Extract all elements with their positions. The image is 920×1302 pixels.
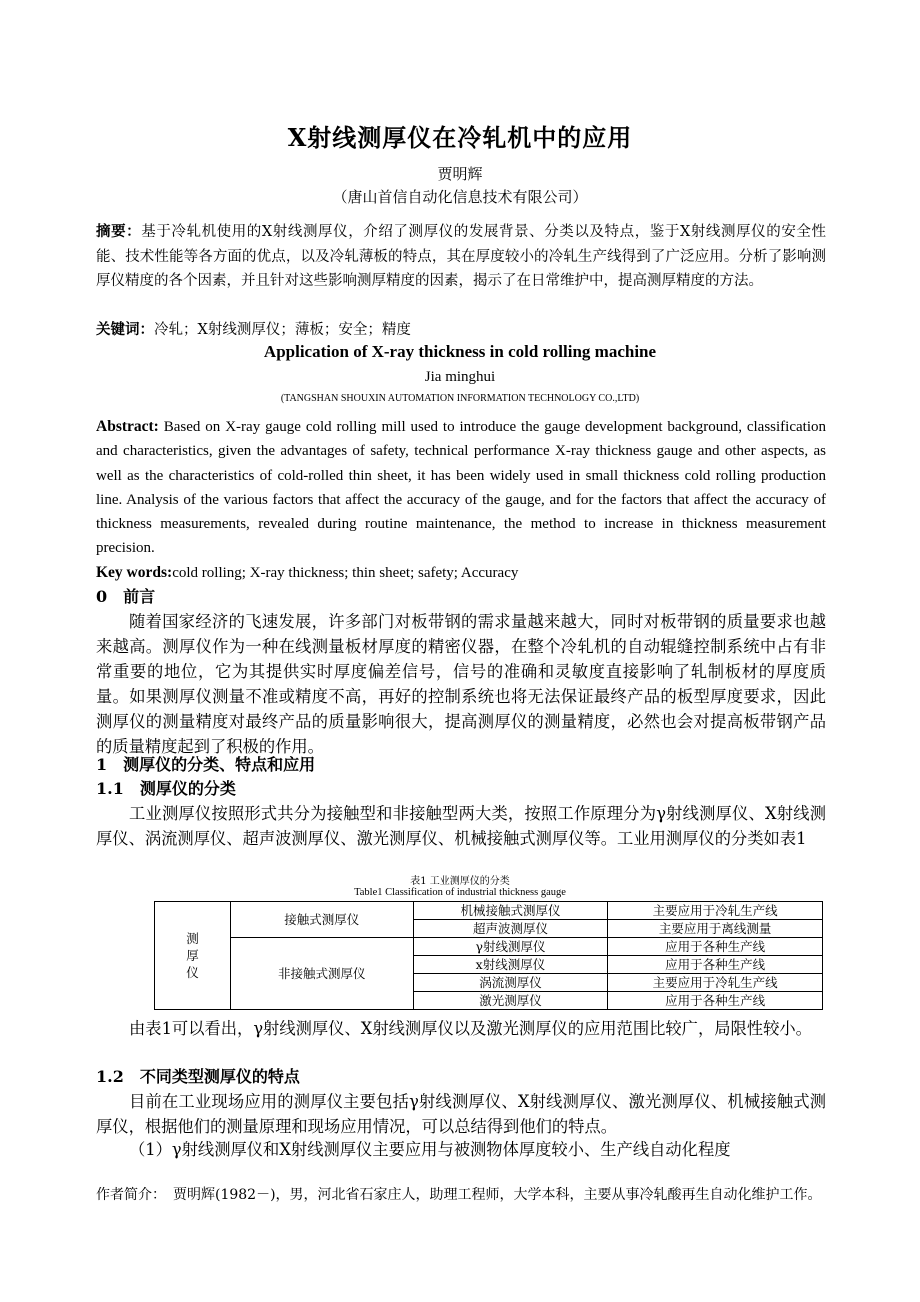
- keywords-cn-text: 冷轧；X射线测厚仪；薄板；安全；精度: [154, 322, 411, 338]
- table-cell-application: 主要应用于冷轧生产线: [608, 902, 823, 920]
- abstract-cn-label: 摘要：: [96, 223, 142, 240]
- table-cell-application: 主要应用于冷轧生产线: [608, 974, 823, 992]
- section-0-paragraph: 随着国家经济的飞速发展，许多部门对板带钢的需求量越来越大，同时对板带钢的质量要求也越来越高。测厚仪作为一种在线测量板材厚度的精密仪器，在整个冷轧机的自动辊缝控制系统中占有非常重要的地位，它为其提供实时厚度偏差信号，信号的准确和灵敏度直接影响了轧制板材的厚度质量。如果测厚仪测量不准或精度不高，再好的控制系统也将无法保证最终产品的板型厚度要求，因此测厚仪的测量精度对最终产品的质量影响很大，提高测厚仪的测量精度，必然也会对提高板带钢产品的质量精度起到了积极的作用。: [96, 612, 826, 756]
- table-cell-application: 应用于各种生产线: [608, 992, 823, 1010]
- table-cell-type: 机械接触式测厚仪: [413, 902, 608, 920]
- table-cell-type: 激光测厚仪: [413, 992, 608, 1010]
- table-cell-application: 应用于各种生产线: [608, 938, 823, 956]
- table-caption-en: Table1 Classification of industrial thickness gauge: [354, 887, 566, 898]
- keywords-cn: [96, 318, 826, 343]
- table-group-noncontact: 非接触式测厚仪: [230, 938, 413, 1010]
- abstract-en: [96, 415, 826, 561]
- author-name-en: Jia minghui: [424, 369, 496, 385]
- keywords-en-label: Key words:: [96, 564, 173, 581]
- table-group-contact: 接触式测厚仪: [230, 902, 413, 938]
- abstract-en-label: Abstract:: [96, 418, 159, 435]
- table-cell-type: 涡流测厚仪: [413, 974, 608, 992]
- section-1-heading: 1 测厚仪的分类、特点和应用: [96, 755, 316, 774]
- keywords-cn-label: 关键词：: [96, 321, 154, 338]
- table-row: [155, 938, 823, 956]
- table-caption-cn: 表1 工业测厚仪的分类: [410, 876, 510, 887]
- table-cell-type: 超声波测厚仪: [413, 920, 608, 938]
- table-row: [155, 902, 823, 920]
- section-0-heading: 0 前言: [96, 587, 156, 606]
- table-cell-type: x射线测厚仪: [413, 956, 608, 974]
- abstract-cn-text: 基于冷轧机使用的X射线测厚仪，介绍了测厚仪的发展背景、分类以及特点，鉴于X射线测厚仪的安全性能、技术性能等各方面的优点，以及冷轧薄板的特点，其在厚度较小的冷轧生产线得到了广泛应用。分析了影响测厚仪精度的各个因素，并且针对这些影响测厚精度的因素，揭示了在日常维护中，提高测厚精度的方法。: [96, 224, 826, 289]
- author-name-cn: 贾明辉: [437, 165, 483, 183]
- abstract-cn: [96, 220, 826, 294]
- table-root-label: 测 厚 仪: [155, 902, 231, 1010]
- affiliation-en: (TANGSHAN SHOUXIN AUTOMATION INFORMATION TECHNOLOGY CO.,LTD): [280, 393, 640, 404]
- section-1-2-paragraph: 目前在工业现场应用的测厚仪主要包括γ射线测厚仪、X射线测厚仪、激光测厚仪、机械接触式测厚仪，根据他们的测量原理和现场应用情况，可以总结得到他们的特点。: [96, 1092, 826, 1136]
- keywords-en: [96, 561, 826, 585]
- abstract-en-text: Based on X-ray gauge cold rolling mill used to introduce the gauge development background, classification and characteristics, given the advantages of safety, technical performance X-ray thickness gauge and other aspects, as well as the characteristics of cold-rolled thin sheet, it has been widely used in small thickness cold rolling production line. Analysis of the various factors that affect the accuracy of the gauge, and for the factors that affect the accuracy of thickness measurements, revealed during routine maintenance, the method to increase in thickness measurement precision.: [96, 419, 826, 557]
- section-1-2-item-1: （1）γ射线测厚仪和X射线测厚仪主要应用与被测物体厚度较小、生产线自动化程度: [129, 1140, 731, 1159]
- paper-title-en: Application of X-ray thickness in cold rolling machine: [263, 342, 657, 361]
- table-cell-application: 主要应用于离线测量: [608, 920, 823, 938]
- section-1-1-heading: 1.1 测厚仪的分类: [96, 779, 236, 798]
- after-table-paragraph: 由表1可以看出，γ射线测厚仪、X射线测厚仪以及激光测厚仪的应用范围比较广，局限性较小。: [129, 1019, 812, 1038]
- section-1-1-paragraph: 工业测厚仪按照形式共分为接触型和非接触型两大类，按照工作原理分为γ射线测厚仪、X射线测厚仪、涡流测厚仪、超声波测厚仪、激光测厚仪、机械接触式测厚仪等。工业用测厚仪的分类如表1: [96, 804, 826, 848]
- section-1-2-heading: 1.2 不同类型测厚仪的特点: [96, 1067, 300, 1086]
- affiliation-cn: （唐山首信自动化信息技术有限公司）: [332, 188, 588, 206]
- keywords-en-text: cold rolling; X-ray thickness; thin sheet; safety; Accuracy: [172, 565, 519, 581]
- table-cell-application: 应用于各种生产线: [608, 956, 823, 974]
- author-footnote: 作者简介： 贾明辉(1982－)，男，河北省石家庄人，助理工程师，大学本科，主要从事冷轧酸再生自动化维护工作。: [96, 1187, 822, 1203]
- paper-title: X射线测厚仪在冷轧机中的应用: [287, 123, 633, 152]
- table-cell-type: γ射线测厚仪: [413, 938, 608, 956]
- classification-table: [154, 901, 823, 1010]
